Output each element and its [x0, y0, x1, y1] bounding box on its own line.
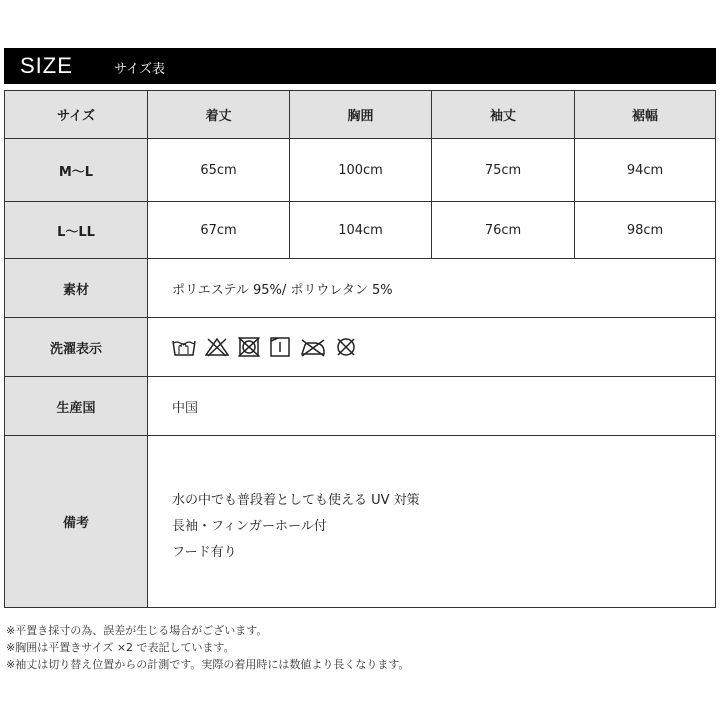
material-label: 素材: [5, 259, 148, 318]
table-cell: 65cm: [148, 139, 290, 202]
origin-label: 生産国: [5, 377, 148, 436]
table-cell: 100cm: [290, 139, 432, 202]
header-cell-length: 着丈: [148, 91, 290, 139]
table-cell: 67cm: [148, 202, 290, 259]
size-label-l-ll: L～LL: [5, 202, 148, 259]
footnote: ※胸囲は平置きサイズ ×2 で表記しています。: [6, 641, 235, 654]
table-cell: 94cm: [575, 139, 715, 202]
no-dry-clean-icon: [335, 337, 357, 357]
remarks-line: 水の中でも普段着としても使える UV 対策: [172, 492, 420, 508]
remarks-line: 長袖・フィンガーホール付: [172, 518, 327, 534]
table-cell: 98cm: [575, 202, 715, 259]
remarks-label: 備考: [5, 436, 148, 607]
no-tumble-dry-icon: [238, 337, 260, 357]
footnote: ※袖丈は切り替え位置からの計測です。実際の着用時には数値より長くなります。: [6, 658, 410, 671]
section-subtitle: サイズ表: [114, 62, 165, 77]
care-label: 洗濯表示: [5, 318, 148, 377]
table-cell: 76cm: [432, 202, 575, 259]
table-cell: 75cm: [432, 139, 575, 202]
section-header: [4, 48, 716, 84]
header-cell-chest: 胸囲: [290, 91, 432, 139]
header-cell-hem: 裾幅: [575, 91, 715, 139]
remarks-line: フード有り: [172, 544, 237, 560]
size-label-m-l: M～L: [5, 139, 148, 202]
size-table: [4, 90, 716, 608]
care-symbols: [148, 318, 715, 377]
header-cell-sleeve: 袖丈: [432, 91, 575, 139]
no-bleach-icon: [205, 337, 229, 357]
footnotes: [6, 622, 409, 673]
origin-value: 中国: [148, 377, 715, 436]
remarks-value: [148, 436, 715, 607]
material-value: ポリエステル 95%/ ポリウレタン 5%: [148, 259, 715, 318]
header-cell-size: サイズ: [5, 91, 148, 139]
footnote: ※平置き採寸の為、誤差が生じる場合がございます。: [6, 624, 268, 637]
section-title: SIZE: [20, 53, 73, 78]
hand-wash-icon: [172, 337, 196, 357]
table-cell: 104cm: [290, 202, 432, 259]
no-iron-icon: [300, 337, 326, 357]
line-dry-icon: [269, 337, 291, 357]
